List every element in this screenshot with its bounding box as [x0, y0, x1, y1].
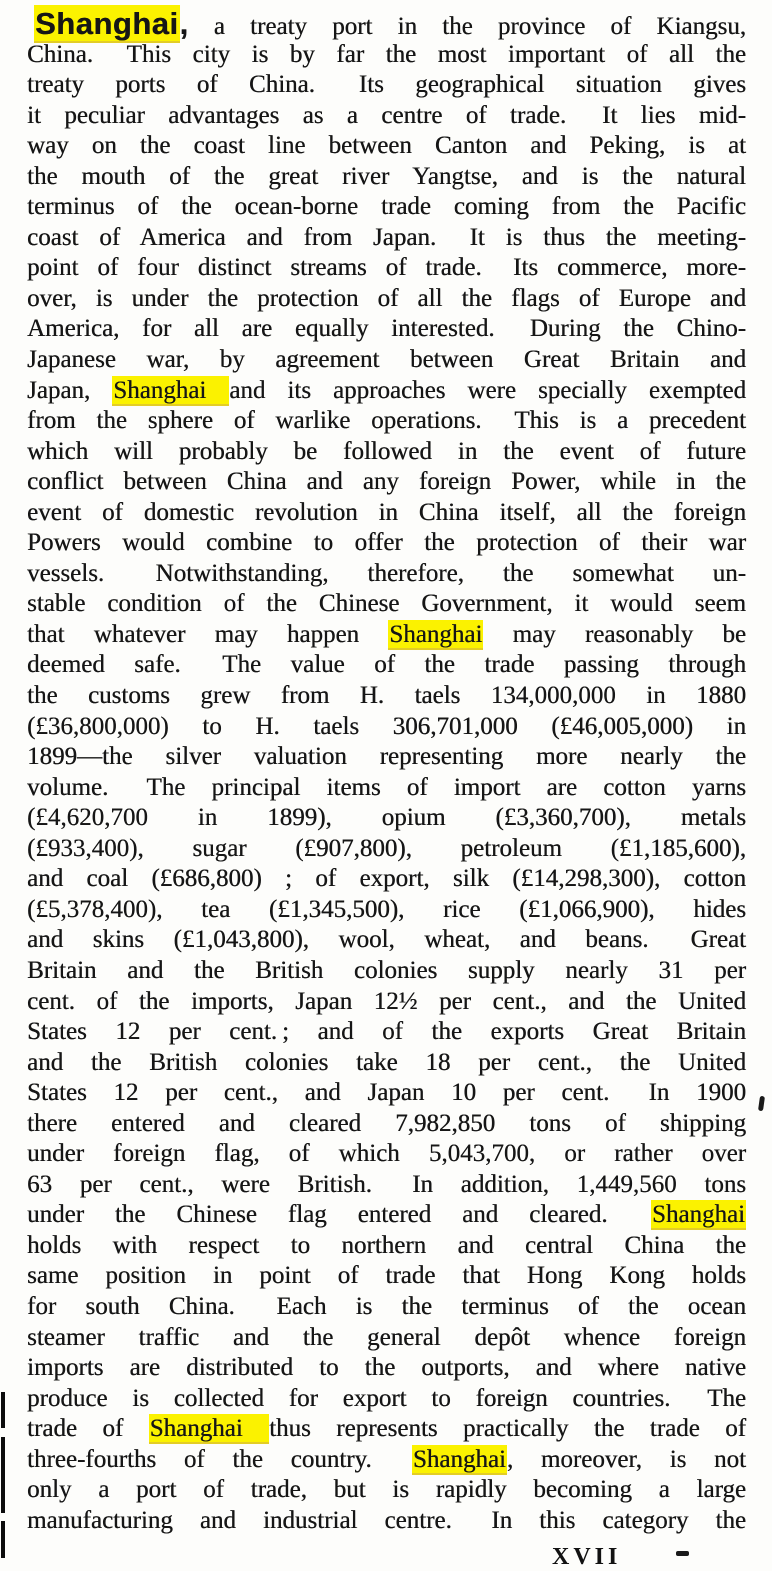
text-segment: , moreover, is not — [506, 1445, 746, 1473]
text-segment: may reasonably be — [483, 620, 746, 648]
text-segment: States 12 per cent. ; and of the exports Great Britain — [27, 1018, 746, 1046]
text-line — [27, 1048, 746, 1079]
text-line — [27, 956, 746, 987]
text-segment: under the Chinese flag entered and cleared. — [27, 1201, 651, 1229]
text-line — [27, 467, 746, 498]
text-line — [27, 681, 746, 712]
text-segment: only a port of trade, but is rapidly becoming a large — [27, 1476, 746, 1504]
text-line — [27, 987, 746, 1018]
text-line — [27, 559, 746, 590]
text-segment: conflict between China and any foreign Power, while in the — [27, 468, 746, 496]
text-line — [27, 253, 746, 284]
text-line — [27, 620, 746, 651]
text-line — [27, 864, 746, 895]
text-line — [27, 528, 746, 559]
text-segment: trade of — [27, 1415, 149, 1443]
highlighted-term: Shanghai — [113, 376, 229, 404]
text-segment: over, is under the protection of all the flags of Europe and — [27, 284, 746, 312]
text-segment: coast of America and from Japan. It is thus the meeting- — [27, 223, 746, 251]
text-segment: three-fourths of the country. — [27, 1445, 412, 1473]
text-line — [27, 1292, 746, 1323]
text-segment: steamer traffic and the general depôt whence foreign — [27, 1323, 746, 1351]
text-line — [27, 314, 746, 345]
scan-artifact-left-edge — [1, 1437, 5, 1513]
text-segment: from the sphere of warlike operations. This is a precedent — [27, 407, 746, 435]
text-segment: thus represents practically the trade of — [269, 1415, 747, 1443]
text-line — [27, 650, 746, 681]
text-segment: terminus of the ocean-borne trade coming from the Pacific — [27, 193, 746, 221]
text-segment: Japanese war, by agreement between Great Britain and — [27, 346, 746, 374]
text-segment: way on the coast line between Canton and Peking, is at — [27, 132, 746, 160]
text-line — [27, 70, 746, 101]
text-segment: and the British colonies take 18 per cent., the United — [27, 1048, 746, 1076]
text-line — [27, 895, 746, 926]
text-segment: which will probably be followed in the event of future — [27, 437, 746, 465]
scan-artifact-right-speck — [758, 1096, 765, 1112]
text-line — [27, 345, 746, 376]
text-segment: deemed safe. The value of the trade passing through — [27, 651, 746, 679]
text-segment: event of domestic revolution in China itself, all the foreign — [27, 498, 746, 526]
text-line — [27, 376, 746, 407]
text-segment: , — [179, 6, 189, 41]
text-segment: (£36,800,000) to H. taels 306,701,000 (£46,005,000) in — [27, 712, 746, 740]
text-segment: same position in point of trade that Hong Kong holds — [27, 1262, 746, 1290]
text-line — [27, 223, 746, 254]
highlighted-term: Shanghai — [149, 1415, 269, 1443]
text-line — [27, 1384, 746, 1415]
text-line — [27, 1170, 746, 1201]
highlighted-term: Shanghai — [35, 6, 179, 41]
text-segment: the customs grew from H. taels 134,000,000 in 1880 — [27, 682, 746, 710]
text-segment: States 12 per cent., and Japan 10 per cent. In 1900 — [27, 1079, 746, 1107]
text-line — [27, 1139, 746, 1170]
text-line — [27, 192, 746, 223]
text-segment: and its approaches were specially exempted — [229, 376, 747, 404]
text-segment: 1899—the silver valuation representing more nearly the — [27, 743, 746, 771]
text-line — [27, 1445, 746, 1476]
text-line — [27, 498, 746, 529]
text-segment: China. This city is by far the most important of all the — [27, 40, 746, 68]
text-line — [27, 589, 746, 620]
text-segment: volume. The principal items of import are cotton yarns — [27, 773, 746, 801]
text-line — [27, 1475, 746, 1506]
text-segment: Powers would combine to offer the protection of their war — [27, 529, 746, 557]
text-line — [27, 1506, 746, 1537]
text-line — [27, 284, 746, 315]
text-line — [27, 803, 746, 834]
text-segment: that whatever may happen — [27, 620, 389, 648]
text-segment: stable condition of the Chinese Government, it would seem — [27, 590, 746, 618]
text-line — [27, 131, 746, 162]
text-line — [27, 1414, 746, 1445]
text-segment: America, for all are equally interested. During the Chino- — [27, 315, 746, 343]
text-segment: for south China. Each is the terminus of the ocean — [27, 1292, 746, 1320]
text-line — [27, 1323, 746, 1354]
text-segment: holds with respect to northern and central China the — [27, 1231, 746, 1259]
text-segment: and coal (£686,800) ; of export, silk (£14,298,300), cotton — [27, 865, 746, 893]
text-line — [27, 1261, 746, 1292]
text-segment: manufacturing and industrial centre. In this category the — [27, 1506, 746, 1534]
article-text-column — [27, 6, 747, 1536]
text-segment: (£933,400), sugar (£907,800), petroleum (£1,185,600), — [27, 834, 746, 862]
text-line — [27, 437, 746, 468]
text-line — [27, 6, 746, 41]
scan-artifact-bottom-speck — [676, 1551, 689, 1556]
text-line — [27, 406, 746, 437]
text-segment: a treaty port in the province of Kiangsu, — [188, 13, 746, 40]
text-line — [27, 1200, 746, 1231]
text-segment: treaty ports of China. Its geographical situation gives — [27, 71, 746, 99]
text-line — [27, 1017, 746, 1048]
text-line — [27, 1078, 746, 1109]
text-line — [27, 773, 746, 804]
text-line — [27, 101, 746, 132]
text-segment: under foreign flag, of which 5,043,700, or rather over — [27, 1140, 746, 1168]
scan-artifact-left-edge — [1, 1521, 5, 1558]
scan-artifact-left-edge — [1, 1392, 5, 1428]
text-line — [27, 742, 746, 773]
text-segment: it peculiar advantages as a centre of trade. It lies mid- — [27, 101, 746, 129]
text-line — [27, 925, 746, 956]
text-segment: imports are distributed to the outports, and where native — [27, 1354, 746, 1382]
text-line — [27, 40, 746, 71]
highlighted-term: Shanghai — [412, 1445, 506, 1473]
page-signature-fragment: XVII — [552, 1544, 622, 1570]
text-line — [27, 1353, 746, 1384]
text-line — [27, 1231, 746, 1262]
text-line — [27, 834, 746, 865]
text-segment: cent. of the imports, Japan 12½ per cent., and the United — [27, 987, 746, 1015]
text-segment: (£4,620,700 in 1899), opium (£3,360,700), metals — [27, 804, 746, 832]
text-segment: the mouth of the great river Yangtse, and is the natural — [27, 162, 746, 190]
text-segment: (£5,378,400), tea (£1,345,500), rice (£1,066,900), hides — [27, 895, 746, 923]
text-line — [27, 712, 746, 743]
text-segment: point of four distinct streams of trade. Its commerce, more- — [27, 254, 746, 282]
text-segment: produce is collected for export to foreign countries. The — [27, 1384, 746, 1412]
text-segment: there entered and cleared 7,982,850 tons of shipping — [27, 1109, 746, 1137]
highlighted-term: Shanghai — [389, 620, 483, 648]
text-segment: Japan, — [27, 376, 113, 404]
text-line — [27, 162, 746, 193]
text-segment: vessels. Notwithstanding, therefore, the somewhat un- — [27, 559, 746, 587]
text-segment: Britain and the British colonies supply nearly 31 per — [27, 956, 746, 984]
text-segment: 63 per cent., were British. In addition, 1,449,560 tons — [27, 1170, 746, 1198]
highlighted-term: Shanghai — [651, 1201, 745, 1229]
text-line — [27, 1109, 746, 1140]
text-segment: and skins (£1,043,800), wool, wheat, and beans. Great — [27, 926, 746, 954]
